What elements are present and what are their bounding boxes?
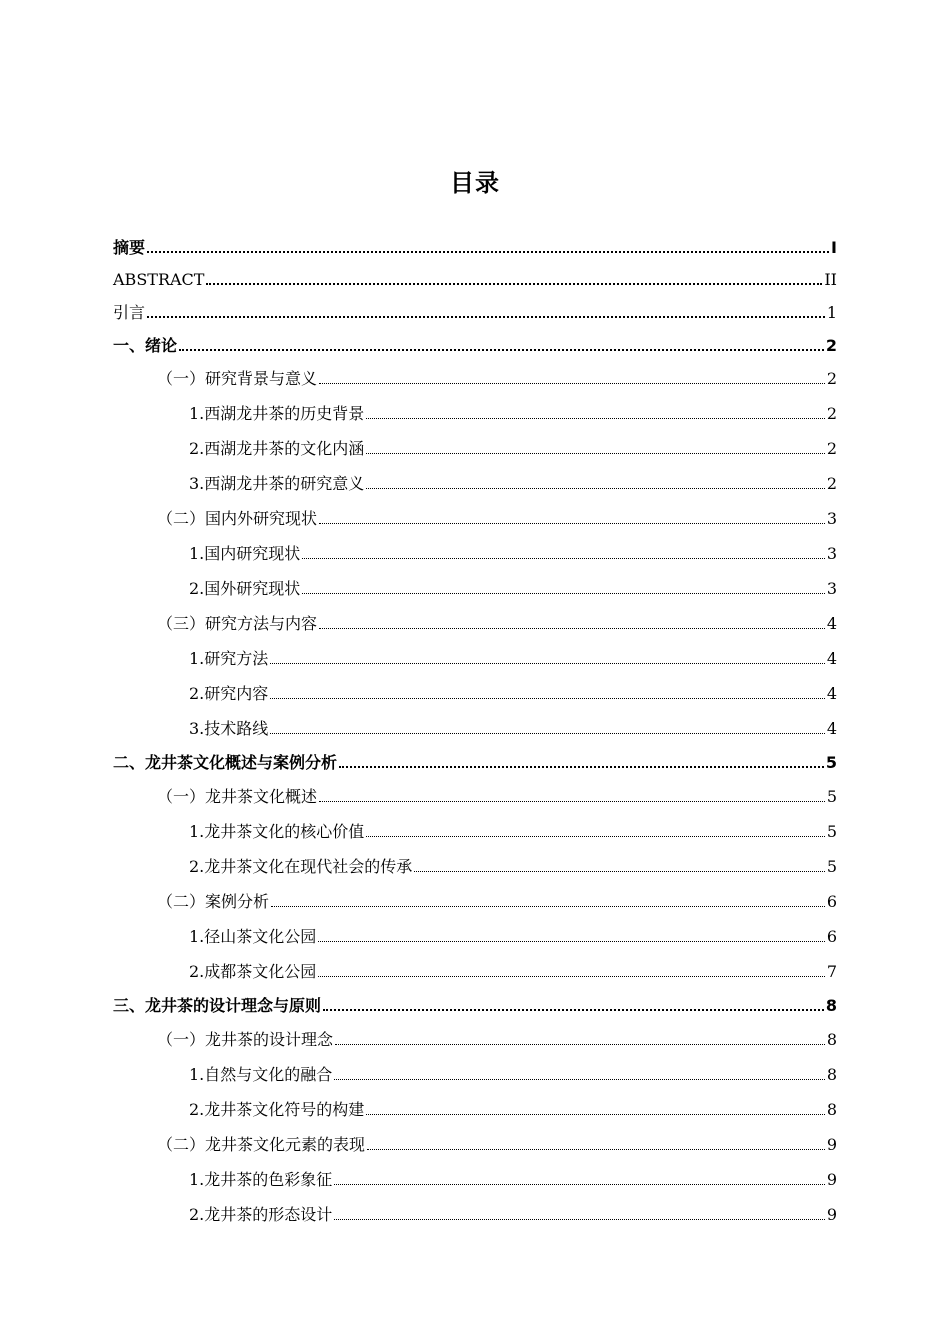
toc-entry-page-number: 6 — [826, 927, 837, 946]
toc-entry-label: 1.国内研究现状 — [189, 544, 301, 563]
toc-entry[interactable] — [113, 913, 837, 947]
toc-entry-page-number: II — [824, 270, 837, 289]
toc-entry-page-number: 8 — [825, 996, 837, 1015]
toc-entry-page-number: 5 — [825, 753, 837, 772]
toc-entry[interactable] — [113, 705, 837, 739]
toc-entry-page-number: 5 — [826, 787, 837, 806]
toc-entry-label: 1.径山茶文化公园 — [189, 927, 317, 946]
toc-entry-page-number: 8 — [826, 1030, 837, 1049]
toc-entry-label: 1.自然与文化的融合 — [189, 1065, 333, 1084]
toc-entry[interactable] — [113, 530, 837, 564]
toc-entry-page-number: 9 — [826, 1170, 837, 1189]
toc-entry-page-number: 4 — [826, 649, 837, 668]
toc-entry-label: 2.成都茶文化公园 — [189, 962, 317, 981]
toc-dot-leader — [323, 1008, 824, 1011]
toc-dot-leader — [147, 250, 829, 253]
toc-entry-label: （一）研究背景与意义 — [157, 369, 318, 388]
toc-entry-page-number: 2 — [826, 474, 837, 493]
toc-entry-page-number: 2 — [826, 369, 837, 388]
toc-entry-label: 引言 — [113, 303, 146, 322]
toc-entry-label: 摘要 — [113, 238, 146, 257]
toc-entry[interactable] — [113, 390, 837, 424]
toc-dot-leader — [319, 627, 825, 629]
toc-entry-label: 2.龙井茶的形态设计 — [189, 1205, 333, 1224]
toc-entry-label: （一）龙井茶的设计理念 — [157, 1030, 334, 1049]
toc-entry-page-number: 3 — [826, 509, 837, 528]
toc-entry-page-number: 2 — [825, 336, 837, 355]
toc-entry[interactable] — [113, 289, 837, 323]
toc-dot-leader — [179, 348, 824, 351]
toc-entry-label: （一）龙井茶文化概述 — [157, 787, 318, 806]
toc-entry-page-number: 1 — [826, 303, 837, 322]
toc-entry[interactable] — [113, 495, 837, 529]
toc-dot-leader — [147, 315, 825, 318]
toc-entry-label: 2.国外研究现状 — [189, 579, 301, 598]
toc-entry-page-number: 9 — [826, 1205, 837, 1224]
toc-entry-page-number: 2 — [826, 404, 837, 423]
page-title: 目录 — [450, 169, 500, 197]
toc-entry-label: 二、龙井茶文化概述与案例分析 — [113, 753, 338, 772]
toc-entry[interactable] — [113, 1121, 837, 1155]
toc-entry[interactable] — [113, 600, 837, 634]
toc-entry-page-number: 8 — [826, 1065, 837, 1084]
toc-dot-leader — [414, 870, 825, 872]
toc-entry[interactable] — [113, 948, 837, 982]
toc-entry-label: 1.龙井茶的色彩象征 — [189, 1170, 333, 1189]
toc-entry-page-number: 5 — [826, 857, 837, 876]
toc-entry-page-number: 6 — [826, 892, 837, 911]
toc-entry-page-number: 8 — [826, 1100, 837, 1119]
toc-entry-label: 1.西湖龙井茶的历史背景 — [189, 404, 365, 423]
toc-entry[interactable] — [113, 1156, 837, 1190]
toc-entry-label: ABSTRACT — [113, 270, 205, 289]
toc-entry-page-number: 4 — [826, 719, 837, 738]
toc-dot-leader — [366, 1113, 825, 1115]
toc-entry-label: 1.龙井茶文化的核心价值 — [189, 822, 365, 841]
toc-dot-leader — [319, 382, 825, 384]
toc-entry-label: 一、绪论 — [113, 336, 178, 355]
toc-entry-label: 3.技术路线 — [189, 719, 269, 738]
toc-entry-label: （二）国内外研究现状 — [157, 509, 318, 528]
toc-dot-leader — [270, 662, 825, 664]
toc-entry[interactable] — [113, 460, 837, 494]
toc-entry-page-number: 2 — [826, 439, 837, 458]
toc-dot-leader — [270, 697, 825, 699]
toc-entry-page-number: 4 — [826, 614, 837, 633]
toc-dot-leader — [302, 592, 825, 594]
toc-entry[interactable] — [113, 1191, 837, 1225]
toc-dot-leader — [366, 452, 825, 454]
toc-entry-label: 3.西湖龙井茶的研究意义 — [189, 474, 365, 493]
toc-entry-label: 2.研究内容 — [189, 684, 269, 703]
toc-entry[interactable] — [113, 1086, 837, 1120]
toc-entry-label: 2.西湖龙井茶的文化内涵 — [189, 439, 365, 458]
toc-entry[interactable] — [113, 739, 837, 773]
toc-dot-leader — [366, 487, 825, 489]
toc-entry-page-number: 5 — [826, 822, 837, 841]
toc-dot-leader — [334, 1078, 825, 1080]
toc-entry-label: 2.龙井茶文化符号的构建 — [189, 1100, 365, 1119]
toc-entry-page-number: 3 — [826, 544, 837, 563]
toc-dot-leader — [367, 1148, 825, 1150]
toc-entry[interactable] — [113, 224, 837, 258]
toc-entry[interactable] — [113, 322, 837, 356]
toc-entry[interactable] — [113, 878, 837, 912]
toc-dot-leader — [302, 557, 825, 559]
toc-entry-label: （三）研究方法与内容 — [157, 614, 318, 633]
toc-dot-leader — [335, 1043, 825, 1045]
toc-entry-page-number: I — [831, 238, 837, 257]
toc-entry-label: 1.研究方法 — [189, 649, 269, 668]
toc-dot-leader — [318, 940, 825, 942]
toc-entry[interactable] — [113, 670, 837, 704]
toc-entry[interactable] — [113, 635, 837, 669]
toc-dot-leader — [271, 905, 825, 907]
toc-dot-leader — [334, 1218, 825, 1220]
toc-entry[interactable] — [113, 256, 837, 290]
toc-dot-leader — [270, 732, 825, 734]
toc-entry-page-number: 7 — [826, 962, 837, 981]
toc-dot-leader — [334, 1183, 825, 1185]
toc-dot-leader — [206, 282, 822, 285]
toc-dot-leader — [366, 417, 825, 419]
toc-dot-leader — [339, 765, 824, 768]
toc-entry[interactable] — [113, 773, 837, 807]
toc-entry[interactable] — [113, 565, 837, 599]
toc-entry-label: 三、龙井茶的设计理念与原则 — [113, 996, 322, 1015]
toc-entry[interactable] — [113, 843, 837, 877]
toc-entry-label: 2.龙井茶文化在现代社会的传承 — [189, 857, 413, 876]
toc-entry[interactable] — [113, 425, 837, 459]
toc-dot-leader — [319, 800, 825, 802]
toc-entry-label: （二）案例分析 — [157, 892, 270, 911]
toc-dot-leader — [319, 522, 825, 524]
toc-dot-leader — [366, 835, 825, 837]
toc-entry[interactable] — [113, 808, 837, 842]
toc-dot-leader — [318, 975, 825, 977]
toc-entry[interactable] — [113, 1051, 837, 1085]
toc-entry[interactable] — [113, 982, 837, 1016]
toc-entry-page-number: 9 — [826, 1135, 837, 1154]
toc-entry[interactable] — [113, 1016, 837, 1050]
toc-entry-label: （二）龙井茶文化元素的表现 — [157, 1135, 366, 1154]
toc-entry[interactable] — [113, 355, 837, 389]
toc-entry-page-number: 4 — [826, 684, 837, 703]
toc-entry-page-number: 3 — [826, 579, 837, 598]
